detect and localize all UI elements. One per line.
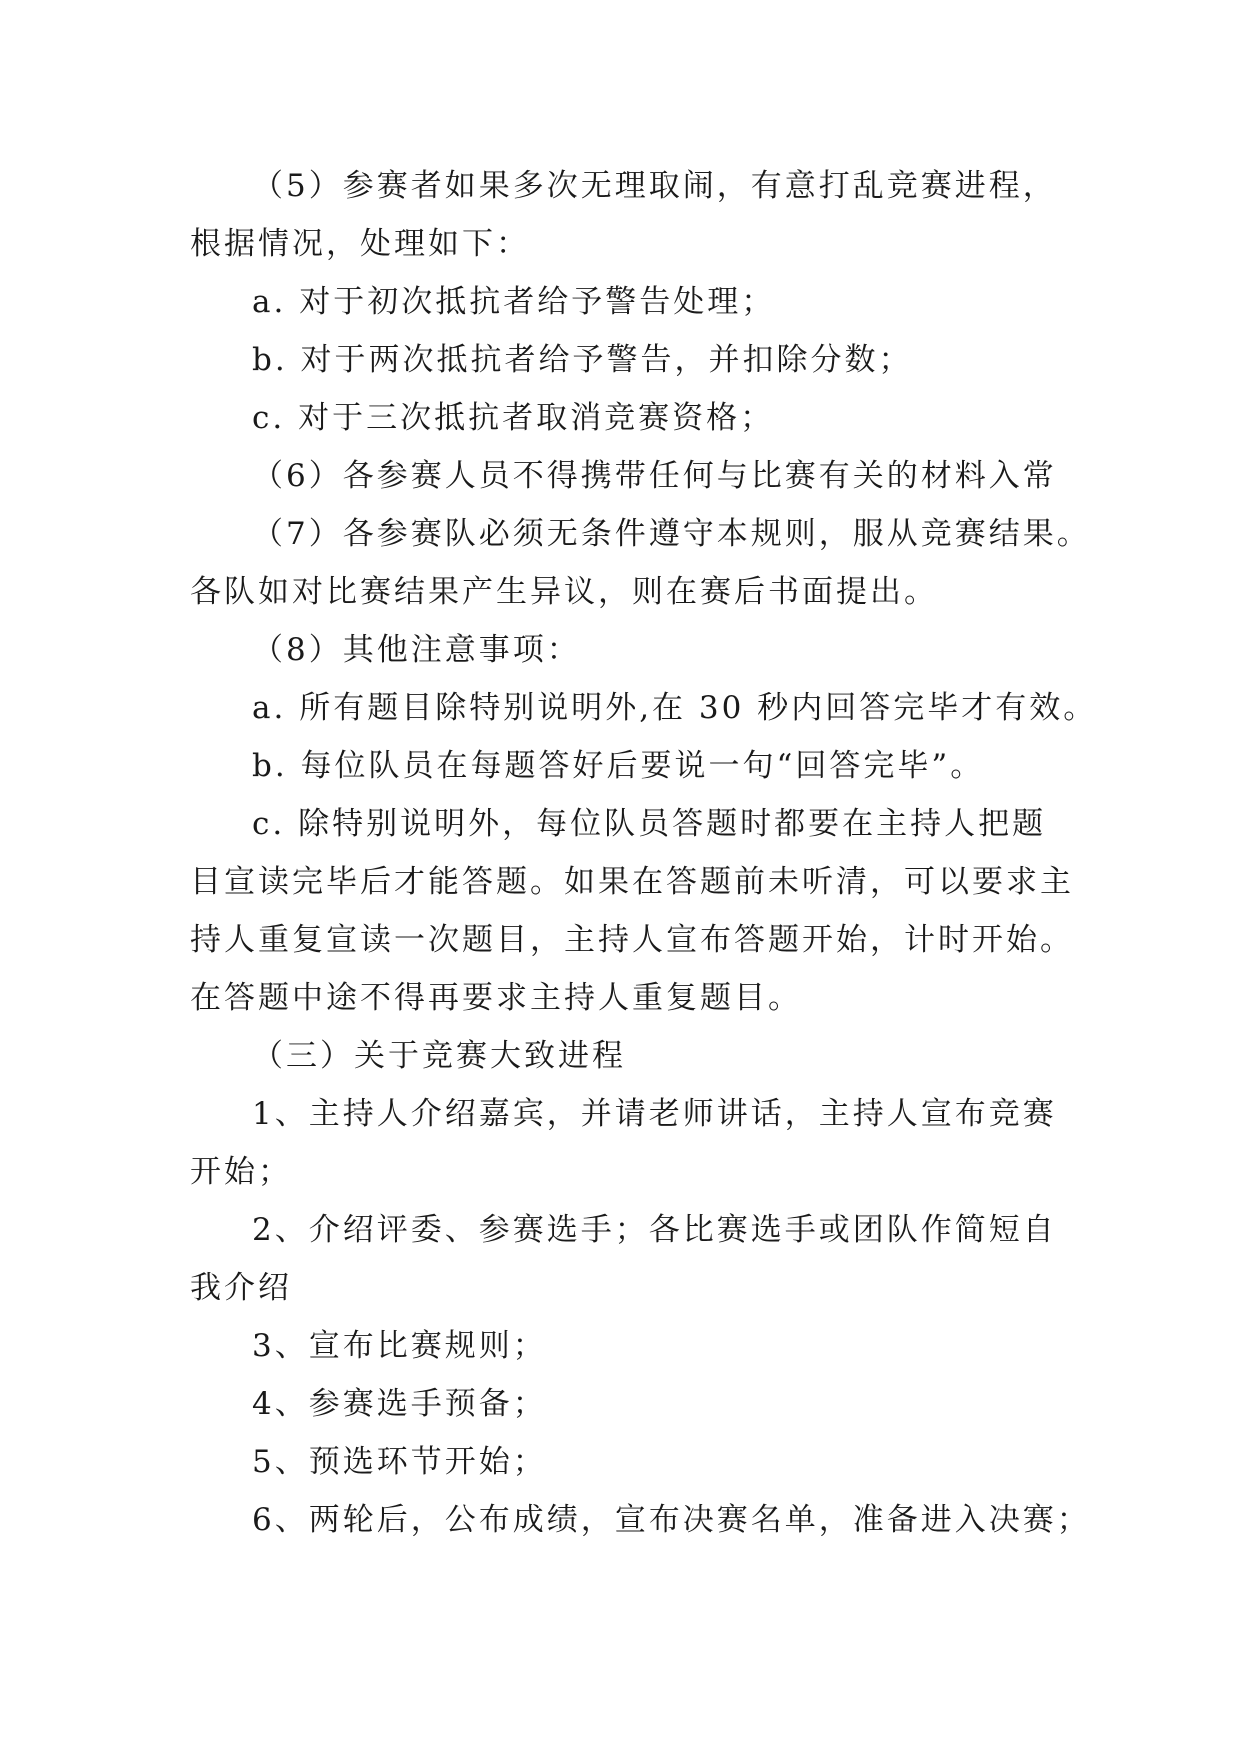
paragraph-line: 持人重复宣读一次题目，主持人宣布答题开始，计时开始。 bbox=[190, 922, 1074, 958]
paragraph-line: 开始； bbox=[190, 1154, 292, 1190]
paragraph-line: （7）各参赛队必须无条件遵守本规则，服从竞赛结果。 bbox=[252, 516, 1091, 552]
list-item: 4、参赛选手预备； bbox=[252, 1386, 547, 1422]
paragraph-line: 目宣读完毕后才能答题。如果在答题前未听清，可以要求主 bbox=[190, 864, 1074, 900]
list-item: a. 所有题目除特别说明外,在 30 秒内回答完毕才有效。 bbox=[252, 690, 1098, 726]
paragraph-line: 我介绍 bbox=[190, 1270, 292, 1306]
list-item: 6、两轮后，公布成绩，宣布决赛名单，准备进入决赛； bbox=[252, 1502, 1091, 1538]
section-heading: （三）关于竞赛大致进程 bbox=[252, 1038, 626, 1074]
list-item: 2、介绍评委、参赛选手；各比赛选手或团队作简短自 bbox=[252, 1212, 1057, 1248]
list-item: 1、主持人介绍嘉宾，并请老师讲话，主持人宣布竞赛 bbox=[252, 1096, 1057, 1132]
paragraph-line: 各队如对比赛结果产生异议，则在赛后书面提出。 bbox=[190, 574, 938, 610]
list-item: c. 除特别说明外，每位队员答题时都要在主持人把题 bbox=[252, 806, 1047, 842]
list-item: a. 对于初次抵抗者给予警告处理； bbox=[252, 284, 776, 320]
paragraph-line: （6）各参赛人员不得携带任何与比赛有关的材料入常 bbox=[252, 458, 1057, 494]
paragraph-line: （5）参赛者如果多次无理取闹，有意打乱竞赛进程， bbox=[252, 168, 1057, 204]
list-item: c. 对于三次抵抗者取消竞赛资格； bbox=[252, 400, 775, 436]
paragraph-line: 根据情况，处理如下： bbox=[190, 226, 530, 262]
list-item: 3、宣布比赛规则； bbox=[252, 1328, 547, 1364]
list-item: b. 每位队员在每题答好后要说一句“回答完毕”。 bbox=[252, 748, 985, 784]
list-item: 5、预选环节开始； bbox=[252, 1444, 547, 1480]
paragraph-line: 在答题中途不得再要求主持人重复题目。 bbox=[190, 980, 802, 1016]
section-heading: （8）其他注意事项： bbox=[252, 632, 581, 668]
list-item: b. 对于两次抵抗者给予警告，并扣除分数； bbox=[252, 342, 913, 378]
